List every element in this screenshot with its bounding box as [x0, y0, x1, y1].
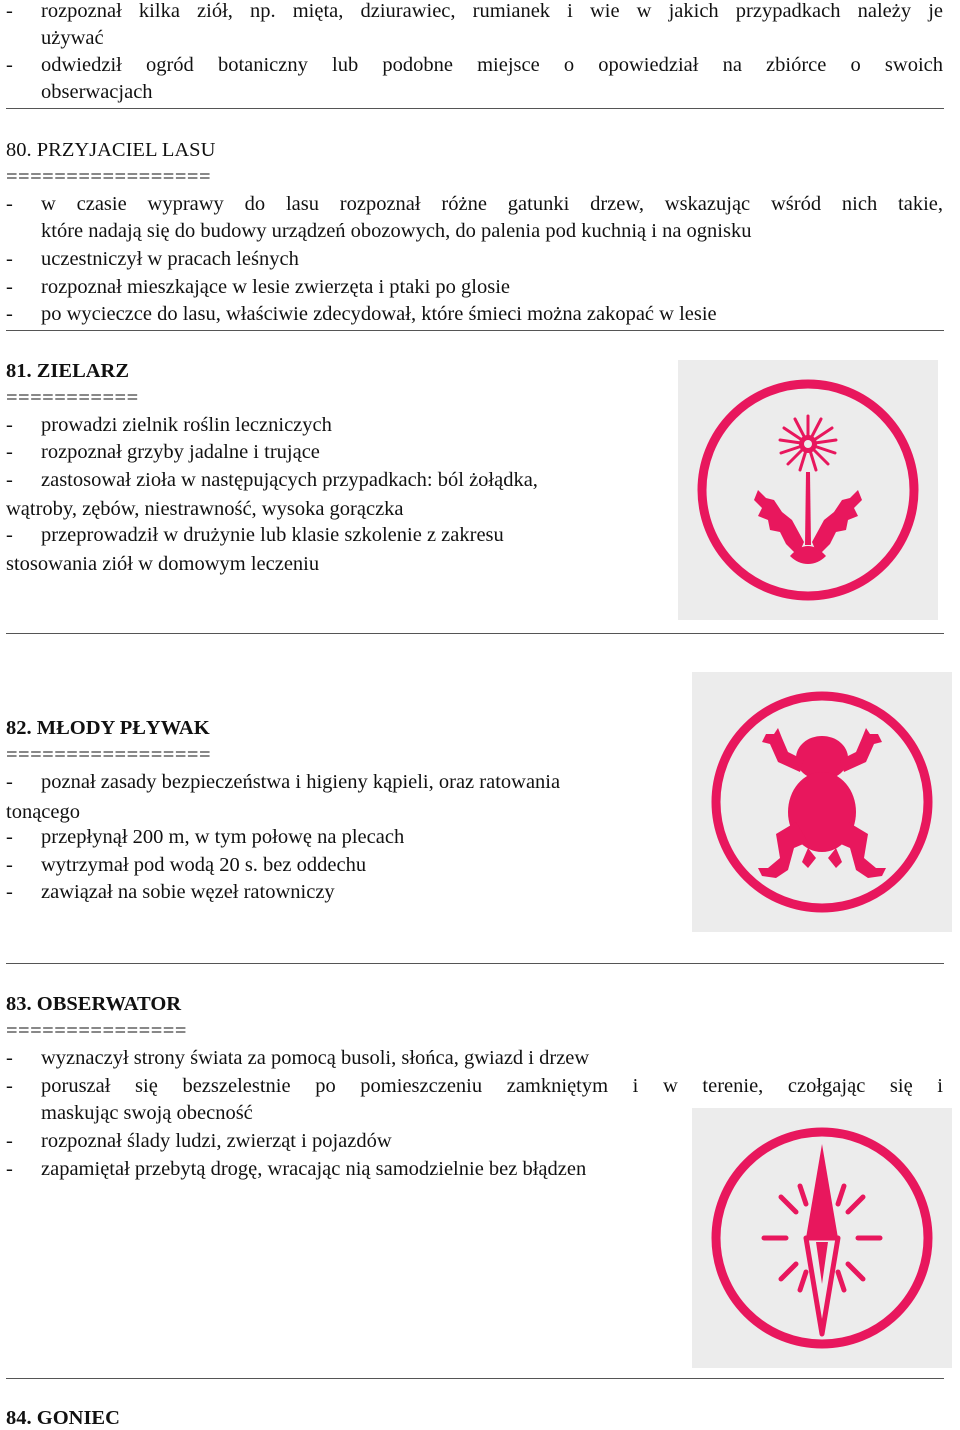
list-dash: - — [6, 1130, 13, 1152]
list-item: zapamiętał przebytą drogę, wracając nią samodzielnie bez błądzen — [41, 1158, 587, 1180]
list-item: rozpoznał ślady ludzi, zwierząt i pojazdów — [41, 1130, 392, 1152]
frog-icon — [692, 672, 952, 932]
list-dash: - — [6, 193, 13, 215]
divider — [6, 1378, 944, 1379]
list-dash: - — [6, 881, 13, 903]
list-dash: - — [6, 0, 13, 22]
heading-underline: =============== — [6, 1020, 187, 1042]
list-item-continuation: wątroby, zębów, niestrawność, wysoka gorączka — [6, 498, 404, 520]
list-item: prowadzi zielnik roślin leczniczych — [41, 414, 332, 436]
list-item: odwiedził ogród botaniczny lub podobne miejsce o opowiedział na zbiórce o swoich — [41, 54, 943, 76]
section-heading-84: 84. GONIEC — [6, 1407, 120, 1429]
list-dash: - — [6, 414, 13, 436]
list-item-continuation: używać — [41, 27, 104, 49]
list-dash: - — [6, 441, 13, 463]
list-item: poruszał się bezszelestnie po pomieszczeniu zamkniętym i w terenie, czołgając się i — [41, 1075, 943, 1097]
compass-star-icon — [692, 1108, 952, 1368]
list-item: zastosował zioła w następujących przypadkach: ból żołądka, — [41, 469, 538, 491]
list-item: uczestniczył w pracach leśnych — [41, 248, 299, 270]
divider — [6, 108, 944, 109]
list-item-continuation: obserwacjach — [41, 81, 153, 103]
list-item-continuation: stosowania ziół w domowym leczeniu — [6, 553, 320, 575]
list-item: rozpoznał kilka ziół, np. mięta, dziurawiec, rumianek i wie w jakich przypadkach należy je — [41, 0, 943, 22]
list-dash: - — [6, 303, 13, 325]
heading-underline: =========== — [6, 387, 139, 409]
list-dash: - — [6, 854, 13, 876]
list-item: przeprowadził w drużynie lub klasie szkolenie z zakresu — [41, 524, 504, 546]
list-dash: - — [6, 54, 13, 76]
list-item: zawiązał na sobie węzeł ratowniczy — [41, 881, 335, 903]
list-item: wytrzymał pod wodą 20 s. bez oddechu — [41, 854, 367, 876]
list-item: rozpoznał grzyby jadalne i trujące — [41, 441, 320, 463]
list-item-continuation: tonącego — [6, 801, 80, 823]
dandelion-icon — [678, 360, 938, 620]
list-item: rozpoznał mieszkające w lesie zwierzęta i ptaki po glosie — [41, 276, 511, 298]
list-item: w czasie wyprawy do lasu rozpoznał różne gatunki drzew, wskazując wśród nich takie, — [41, 193, 943, 215]
list-dash: - — [6, 469, 13, 491]
list-dash: - — [6, 1047, 13, 1069]
heading-underline: ================= — [6, 744, 212, 766]
list-dash: - — [6, 826, 13, 848]
section-heading-80: 80. PRZYJACIEL LASU — [6, 139, 216, 161]
list-item: po wycieczce do lasu, właściwie zdecydował, które śmieci można zakopać w lesie — [41, 303, 717, 325]
list-item: wyznaczył strony świata za pomocą busoli, słońca, gwiazd i drzew — [41, 1047, 590, 1069]
list-dash: - — [6, 276, 13, 298]
list-item: przepłynął 200 m, w tym połowę na plecach — [41, 826, 405, 848]
section-heading-83: 83. OBSERWATOR — [6, 993, 182, 1015]
list-dash: - — [6, 248, 13, 270]
dandelion-badge — [678, 360, 938, 620]
heading-underline: ================= — [6, 166, 212, 188]
divider — [6, 633, 944, 634]
list-dash: - — [6, 1158, 13, 1180]
compass-star-badge — [692, 1108, 952, 1368]
list-dash: - — [6, 1075, 13, 1097]
section-heading-81: 81. ZIELARZ — [6, 360, 130, 382]
list-dash: - — [6, 771, 13, 793]
list-dash: - — [6, 524, 13, 546]
divider — [6, 330, 944, 331]
list-item-continuation: które nadają się do budowy urządzeń obozowych, do palenia pod kuchnią i na ognisku — [41, 220, 752, 242]
list-item: poznał zasady bezpieczeństwa i higieny kąpieli, oraz ratowania — [41, 771, 561, 793]
frog-badge — [692, 672, 952, 932]
list-item-continuation: maskując swoją obecność — [41, 1102, 253, 1124]
divider — [6, 963, 944, 964]
section-heading-82: 82. MŁODY PŁYWAK — [6, 717, 210, 739]
